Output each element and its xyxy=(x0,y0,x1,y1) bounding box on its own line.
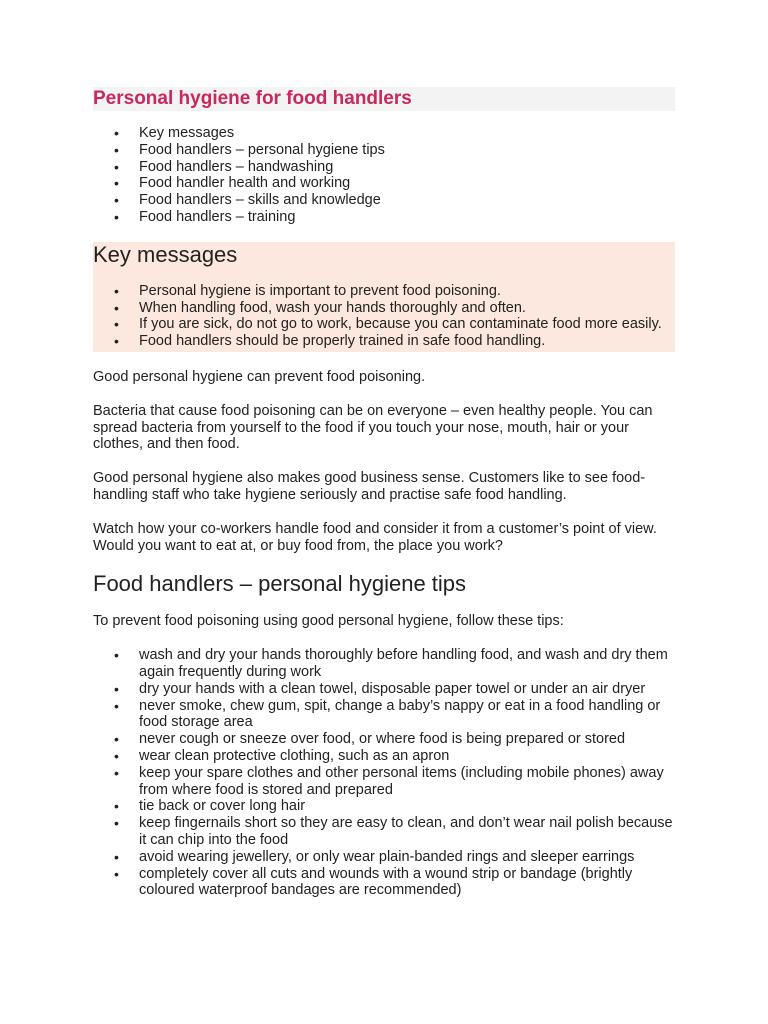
key-messages-list xyxy=(93,268,675,350)
body-paragraph: Bacteria that cause food poisoning can be on everyone – even healthy people. You can spread bacteria from yourself to the food if you touch your nose, mouth, hair or your clothes, and then food. xyxy=(93,402,653,453)
key-message-item: • Personal hygiene is important to prevent food poisoning. xyxy=(93,283,675,300)
tips-heading: Food handlers – personal hygiene tips xyxy=(93,571,467,597)
toc-item-key-messages[interactable]: • Key messages xyxy=(93,125,675,142)
tip-item: • wear clean protective clothing, such as an apron xyxy=(93,748,675,765)
key-messages-heading: Key messages xyxy=(93,241,238,267)
toc-item-training[interactable]: • Food handlers – training xyxy=(93,209,675,226)
tip-item: • wash and dry your hands thoroughly before handling food, and wash and dry them again frequently during work xyxy=(93,647,675,681)
body-paragraph: Watch how your co-workers handle food and consider it from a customer’s point of view. Would you want to eat at, or buy food from, the place you work? xyxy=(93,520,657,554)
body-paragraph: Good personal hygiene can prevent food poisoning. xyxy=(93,368,426,385)
toc-item-personal-hygiene-tips[interactable]: • Food handlers – personal hygiene tips xyxy=(93,142,675,159)
tip-item: • keep your spare clothes and other personal items (including mobile phones) away from where food is stored and prepared xyxy=(93,765,675,799)
key-messages-box xyxy=(93,242,675,352)
tip-item: • never smoke, chew gum, spit, change a baby’s nappy or eat in a food handling or food storage area xyxy=(93,698,675,732)
tip-item: • avoid wearing jewellery, or only wear plain-banded rings and sleeper earrings xyxy=(93,849,675,866)
tip-item: • completely cover all cuts and wounds with a wound strip or bandage (brightly coloured waterproof bandages are recommended) xyxy=(93,866,675,900)
title-bar xyxy=(93,87,675,111)
page-title: Personal hygiene for food handlers xyxy=(93,88,412,109)
tip-item: • dry your hands with a clean towel, disposable paper towel or under an air dryer xyxy=(93,681,675,698)
toc-item-health-and-working[interactable]: • Food handler health and working xyxy=(93,175,675,192)
table-of-contents xyxy=(93,125,675,226)
document-page xyxy=(93,87,675,899)
key-message-item: • If you are sick, do not go to work, because you can contaminate food more easily. xyxy=(93,316,675,333)
toc-item-skills-and-knowledge[interactable]: • Food handlers – skills and knowledge xyxy=(93,192,675,209)
key-message-item: • Food handlers should be properly trained in safe food handling. xyxy=(93,333,675,350)
tip-item: • tie back or cover long hair xyxy=(93,798,675,815)
tip-item: • never cough or sneeze over food, or where food is being prepared or stored xyxy=(93,731,675,748)
key-message-item: • When handling food, wash your hands thoroughly and often. xyxy=(93,300,675,317)
body-paragraph: Good personal hygiene also makes good business sense. Customers like to see food-handling staff who take hygiene seriously and practise safe food handling. xyxy=(93,470,646,503)
tip-item: • keep fingernails short so they are easy to clean, and don’t wear nail polish because it can chip into the food xyxy=(93,815,675,849)
tips-intro: To prevent food poisoning using good personal hygiene, follow these tips: xyxy=(93,613,564,630)
toc-item-handwashing[interactable]: • Food handlers – handwashing xyxy=(93,159,675,176)
tips-list xyxy=(93,647,675,899)
